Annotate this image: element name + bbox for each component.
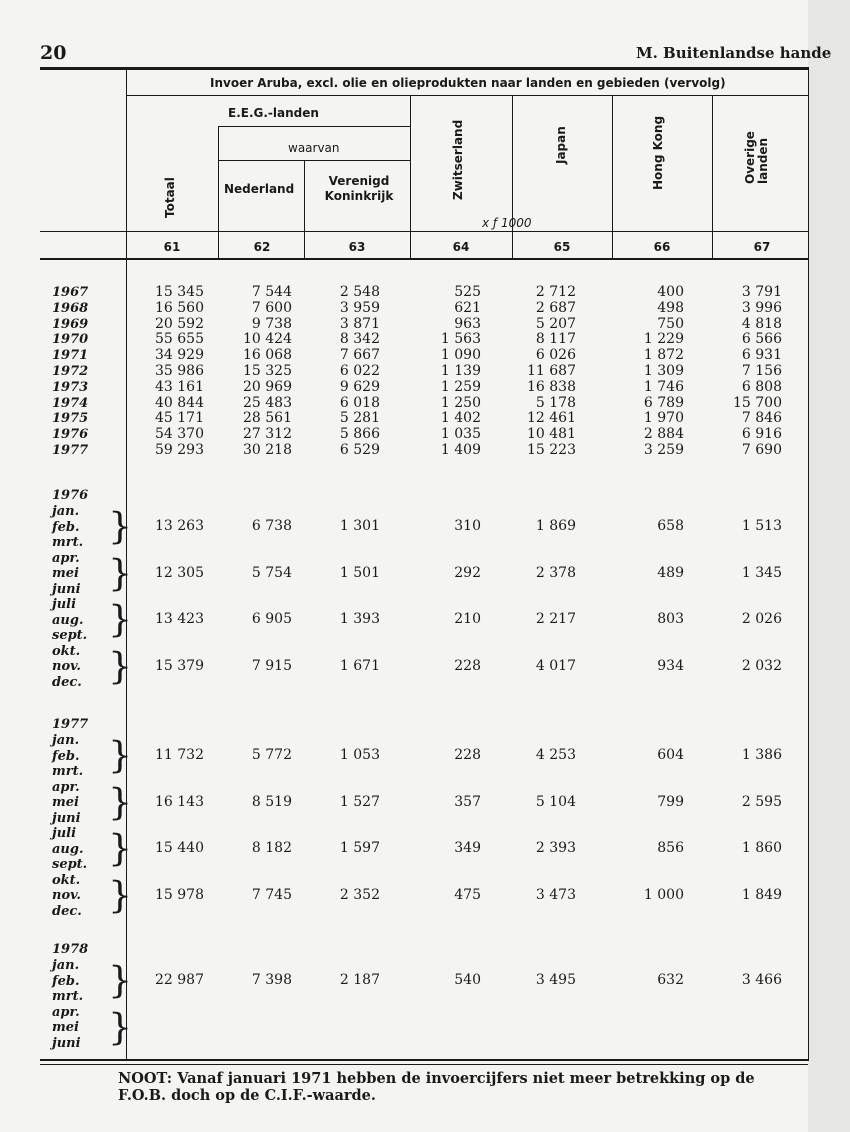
table-cell: 12 461 — [527, 410, 576, 427]
quarter-brace: } — [108, 780, 133, 823]
table-cell: 1 563 — [440, 331, 481, 348]
table-cell: 525 — [454, 284, 481, 300]
month-label: aug. — [52, 612, 84, 628]
table-cell: 6 738 — [251, 518, 292, 534]
table-cell: 5 178 — [535, 394, 576, 411]
table-cell: 54 370 — [155, 426, 204, 443]
col-number: 67 — [753, 240, 771, 254]
table-cell: 4 818 — [741, 315, 782, 332]
table-cell: 20 592 — [155, 315, 204, 332]
table-cell: 963 — [454, 315, 481, 332]
table-cell: 1 849 — [741, 886, 782, 903]
table-cell: 6 789 — [643, 394, 684, 411]
table-cell: 4 017 — [535, 657, 576, 674]
table-cell: 43 161 — [155, 378, 204, 395]
table-cell: 292 — [454, 564, 481, 581]
table-cell: 3 996 — [741, 299, 782, 316]
table-cell: 2 712 — [535, 284, 576, 300]
quarter-brace: } — [108, 551, 133, 594]
col-divider — [410, 95, 411, 258]
col-number: 61 — [163, 240, 181, 254]
month-label: jan. — [52, 733, 80, 748]
quarter-brace: } — [108, 505, 133, 547]
table-cell: 498 — [657, 299, 684, 316]
table-cell: 9 738 — [251, 315, 292, 332]
table-cell: 2 378 — [535, 564, 576, 581]
table-cell: 28 561 — [243, 410, 292, 427]
table-cell: 3 466 — [741, 972, 782, 988]
table-cell: 16 068 — [243, 347, 292, 364]
numbers-rule — [40, 258, 808, 260]
table-cell: 1 393 — [339, 611, 380, 627]
table-cell: 15 700 — [733, 394, 782, 411]
col-number: 62 — [253, 240, 271, 254]
table-cell: 1 139 — [440, 363, 481, 379]
table-cell: 55 655 — [155, 331, 204, 348]
table-cell: 1 053 — [339, 747, 380, 763]
table-title: Invoer Aruba, excl. olie en olieprodukten naar landen en gebieden (vervolg) — [210, 76, 726, 90]
table-cell: 1 250 — [440, 394, 481, 411]
footnote-label: NOOT: — [118, 1070, 173, 1087]
col-divider — [612, 95, 613, 258]
month-label: apr. — [52, 550, 80, 566]
month-label: mei — [52, 566, 79, 581]
table-cell: 2 595 — [741, 793, 782, 810]
table-cell: 15 345 — [155, 284, 204, 300]
table-cell: 7 667 — [339, 347, 380, 364]
table-cell: 1 409 — [440, 442, 481, 458]
table-cell: 7 915 — [251, 657, 292, 674]
row-year: 1972 — [52, 364, 89, 379]
col-divider — [218, 126, 219, 258]
table-cell: 15 379 — [155, 657, 204, 674]
next-page-edge — [808, 0, 850, 1132]
table-cell: 3 871 — [339, 315, 380, 332]
quarter-brace: } — [108, 1005, 133, 1048]
period-year: 1976 — [52, 488, 89, 503]
table-cell: 934 — [657, 657, 684, 674]
table-cell: 8 519 — [251, 793, 292, 810]
row-year: 1974 — [52, 395, 89, 411]
month-label: apr. — [52, 779, 80, 795]
period-year: 1977 — [52, 717, 89, 732]
table-cell: 489 — [657, 564, 684, 581]
table-cell: 5 281 — [339, 410, 380, 427]
col-header-vk: Verenigd Koninkrijk — [324, 174, 394, 203]
title-rule — [126, 95, 808, 96]
table-cell: 7 544 — [251, 284, 292, 300]
row-year: 1969 — [52, 316, 89, 332]
table-cell: 11 687 — [527, 363, 576, 379]
table-cell: 3 495 — [535, 972, 576, 988]
quarter-brace: } — [108, 644, 133, 687]
table-cell: 25 483 — [243, 394, 292, 411]
table-cell: 7 398 — [251, 972, 292, 988]
month-label: juni — [52, 1035, 81, 1051]
top-rule — [40, 67, 808, 70]
table-cell: 5 207 — [535, 315, 576, 332]
table-cell: 16 560 — [155, 299, 204, 316]
table-cell: 799 — [657, 793, 684, 810]
table-cell: 16 143 — [155, 793, 204, 810]
table-cell: 2 187 — [339, 972, 380, 988]
col-header-nederland: Nederland — [224, 182, 295, 196]
table-cell: 1 527 — [339, 793, 380, 810]
month-label: apr. — [52, 1004, 80, 1020]
col-divider — [808, 67, 809, 1061]
table-cell: 5 772 — [251, 747, 292, 763]
table-cell: 11 732 — [155, 747, 204, 763]
table-cell: 13 263 — [155, 518, 204, 534]
table-cell: 12 305 — [155, 564, 204, 581]
month-label: jan. — [52, 958, 80, 973]
table-cell: 6 916 — [741, 426, 782, 443]
table-cell: 310 — [454, 518, 481, 534]
month-label: mrt. — [52, 989, 84, 1004]
month-label: juni — [52, 581, 81, 597]
table-cell: 6 018 — [339, 394, 380, 411]
footnote — [118, 1070, 783, 1104]
table-cell: 1 402 — [440, 410, 481, 427]
table-cell: 8 342 — [339, 331, 380, 348]
table-cell: 1 000 — [643, 886, 684, 903]
header-bottom-rule — [40, 231, 808, 232]
table-cell: 6 808 — [741, 378, 782, 395]
table-cell: 632 — [657, 972, 684, 988]
col-divider — [712, 95, 713, 258]
table-cell: 22 987 — [155, 972, 204, 988]
month-label: dec. — [52, 903, 82, 919]
table-cell: 6 931 — [741, 347, 782, 364]
table-cell: 30 218 — [243, 442, 292, 458]
unit-label: x ƒ 1000 — [482, 216, 532, 230]
month-label: feb. — [52, 973, 80, 989]
table-cell: 475 — [454, 886, 481, 903]
month-label: feb. — [52, 519, 80, 535]
table-cell: 15 223 — [527, 442, 576, 458]
table-cell: 6 022 — [339, 363, 380, 379]
table-cell: 6 566 — [741, 331, 782, 348]
row-year: 1975 — [52, 411, 89, 427]
table-cell: 10 424 — [243, 331, 292, 348]
table-cell: 45 171 — [155, 410, 204, 427]
table-cell: 15 978 — [155, 886, 204, 903]
table-cell: 7 156 — [741, 363, 782, 379]
table-cell: 15 325 — [243, 363, 292, 379]
waarvan-header: waarvan — [288, 141, 340, 155]
quarter-brace: } — [108, 734, 133, 776]
table-cell: 15 440 — [155, 840, 204, 856]
table-cell: 7 745 — [251, 886, 292, 903]
col-number: 63 — [348, 240, 366, 254]
table-cell: 8 182 — [251, 840, 292, 856]
row-year: 1977 — [52, 443, 89, 458]
table-cell: 604 — [657, 747, 684, 763]
table-cell: 1 229 — [643, 331, 684, 348]
table-cell: 750 — [657, 315, 684, 332]
table-cell: 1 860 — [741, 840, 782, 856]
page-number: 20 — [40, 42, 67, 64]
row-year: 1967 — [52, 285, 89, 300]
table-cell: 803 — [657, 611, 684, 627]
table-cell: 2 393 — [535, 840, 576, 856]
quarter-brace: } — [108, 873, 133, 916]
footnote-text: Vanaf januari 1971 hebben de invoercijfers niet meer betrekking op de F.O.B. doch op de C.I.F.-waarde. — [118, 1070, 755, 1104]
table-cell: 7 846 — [741, 410, 782, 427]
table-cell: 2 884 — [643, 426, 684, 443]
table-cell: 40 844 — [155, 394, 204, 411]
month-label: nov. — [52, 659, 81, 674]
bottom-rule — [40, 1059, 808, 1061]
table-cell: 228 — [454, 747, 481, 763]
table-cell: 35 986 — [155, 363, 204, 379]
table-cell: 7 600 — [251, 299, 292, 316]
month-label: mei — [52, 1020, 79, 1035]
table-cell: 856 — [657, 840, 684, 856]
month-label: jan. — [52, 504, 80, 519]
table-cell: 1 872 — [643, 347, 684, 364]
table-cell: 1 345 — [741, 564, 782, 581]
table-cell: 6 026 — [535, 347, 576, 364]
table-cell: 1 501 — [339, 564, 380, 581]
table-cell: 1 671 — [339, 657, 380, 674]
table-cell: 349 — [454, 840, 481, 856]
table-cell: 59 293 — [155, 442, 204, 458]
month-label: mrt. — [52, 535, 84, 550]
col-header-japan: Japan — [554, 126, 568, 164]
month-label: dec. — [52, 674, 82, 690]
table-cell: 621 — [454, 299, 481, 316]
quarter-brace: } — [108, 598, 133, 640]
month-label: okt. — [52, 643, 81, 659]
eeg-header: E.E.G.-landen — [228, 106, 319, 120]
table-cell: 540 — [454, 972, 481, 988]
table-cell: 2 026 — [741, 611, 782, 627]
table-cell: 7 690 — [741, 442, 782, 458]
month-label: juli — [52, 826, 77, 841]
table-cell: 34 929 — [155, 347, 204, 364]
table-cell: 210 — [454, 611, 481, 627]
col-number: 64 — [452, 240, 470, 254]
table-cell: 1 301 — [339, 518, 380, 534]
table-cell: 16 838 — [527, 378, 576, 395]
table-cell: 1 090 — [440, 347, 481, 364]
table-cell: 5 104 — [535, 793, 576, 810]
table-cell: 5 866 — [339, 426, 380, 443]
month-label: juni — [52, 810, 81, 826]
col-divider — [512, 95, 513, 258]
table-cell: 6 529 — [339, 442, 380, 458]
col-header-overige: Overige landen — [743, 131, 770, 184]
eeg-rule — [218, 126, 410, 127]
month-label: sept. — [52, 628, 88, 643]
table-cell: 3 473 — [535, 886, 576, 903]
row-year: 1973 — [52, 379, 89, 395]
col-header-zwitserland: Zwitserland — [451, 119, 465, 200]
table-cell: 9 629 — [339, 378, 380, 395]
quarter-brace: } — [108, 959, 133, 1001]
table-cell: 1 513 — [741, 518, 782, 534]
table-cell: 1 259 — [440, 378, 481, 395]
row-year: 1976 — [52, 427, 89, 443]
quarter-brace: } — [108, 827, 133, 869]
table-cell: 658 — [657, 518, 684, 534]
table-cell: 5 754 — [251, 564, 292, 581]
col-header-hongkong: Hong Kong — [651, 115, 665, 190]
table-cell: 13 423 — [155, 611, 204, 627]
table-cell: 1 386 — [741, 747, 782, 763]
row-year: 1968 — [52, 300, 89, 316]
table-cell: 1 309 — [643, 363, 684, 379]
table-cell: 1 746 — [643, 378, 684, 395]
table-cell: 3 791 — [741, 284, 782, 300]
month-label: mrt. — [52, 764, 84, 779]
table-cell: 1 597 — [339, 840, 380, 856]
bottom-rule-2 — [40, 1064, 808, 1065]
table-cell: 2 352 — [339, 886, 380, 903]
col-number: 66 — [653, 240, 671, 254]
month-label: okt. — [52, 872, 81, 888]
col-divider — [304, 160, 305, 258]
table-cell: 1 035 — [440, 426, 481, 443]
table-cell: 4 253 — [535, 747, 576, 763]
table-cell: 6 905 — [251, 611, 292, 627]
table-cell: 2 032 — [741, 657, 782, 674]
row-year: 1971 — [52, 348, 89, 364]
table-cell: 400 — [657, 284, 684, 300]
month-label: aug. — [52, 841, 84, 857]
col-header-totaal: Totaal — [163, 177, 177, 218]
table-cell: 2 548 — [339, 284, 380, 300]
month-label: nov. — [52, 888, 81, 903]
row-year: 1970 — [52, 332, 89, 348]
month-label: juli — [52, 597, 77, 612]
table-cell: 357 — [454, 793, 481, 810]
table-cell: 3 259 — [643, 442, 684, 458]
waarvan-rule — [218, 160, 410, 161]
month-label: feb. — [52, 748, 80, 764]
month-label: sept. — [52, 857, 88, 872]
table-cell: 10 481 — [527, 426, 576, 443]
table-cell: 1 869 — [535, 518, 576, 534]
table-cell: 27 312 — [243, 426, 292, 443]
table-cell: 228 — [454, 657, 481, 674]
chapter-title: M. Buitenlandse hande — [636, 44, 832, 62]
table-cell: 2 217 — [535, 611, 576, 627]
table-cell: 1 970 — [643, 410, 684, 427]
col-number: 65 — [553, 240, 571, 254]
period-year: 1978 — [52, 942, 89, 957]
table-cell: 8 117 — [535, 331, 576, 348]
table-cell: 20 969 — [243, 378, 292, 395]
month-label: mei — [52, 795, 79, 810]
table-cell: 2 687 — [535, 299, 576, 316]
table-cell: 3 959 — [339, 299, 380, 316]
